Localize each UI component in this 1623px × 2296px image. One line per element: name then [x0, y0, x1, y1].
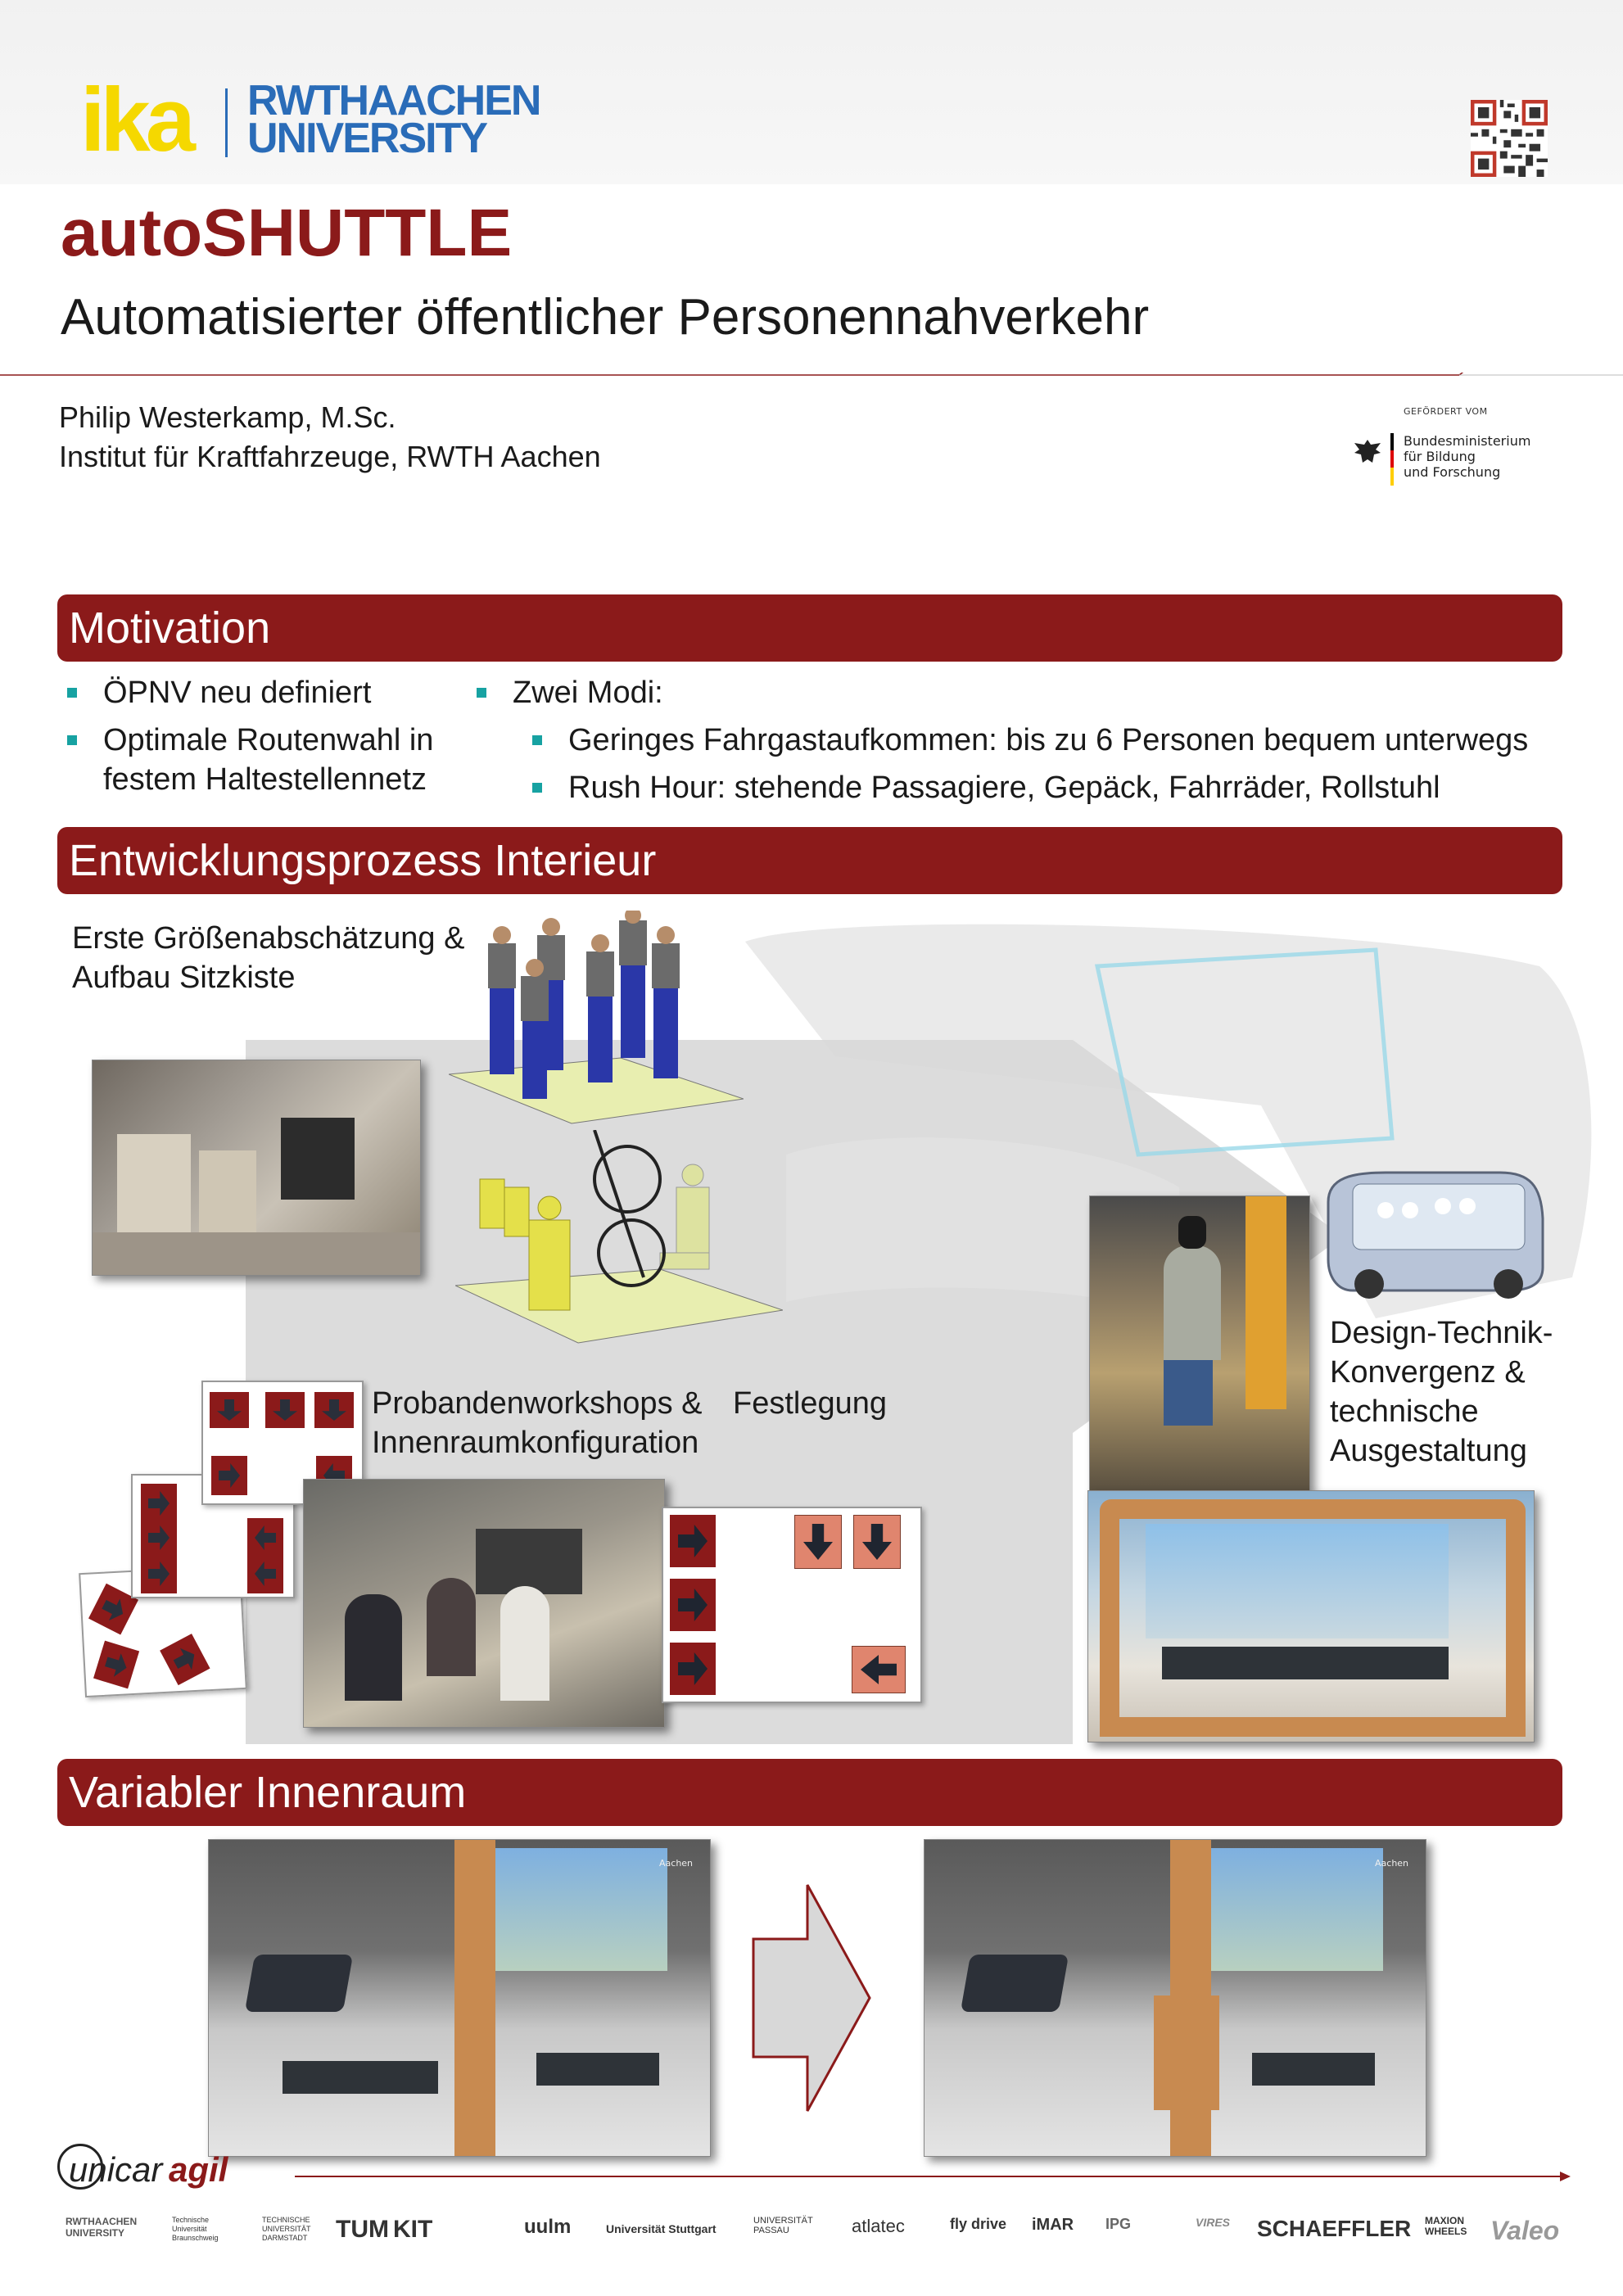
federal-eagle-icon	[1351, 436, 1384, 469]
ika-logo: ika	[80, 70, 191, 170]
partner-logo: MAXION WHEELS	[1425, 2215, 1467, 2237]
caption-design	[1330, 1313, 1553, 1471]
caption-design-line-1: Design-Technik-	[1330, 1316, 1553, 1350]
caption-workshops-line-2: Innenraumkonfiguration	[372, 1426, 699, 1460]
final-layout-card	[662, 1507, 922, 1703]
author-block	[59, 398, 601, 477]
section-motivation	[57, 594, 1562, 662]
section-heading: Variabler Innenraum	[69, 1768, 467, 1817]
caption-design-line-3: technische	[1330, 1394, 1479, 1429]
partner-logo: TUM	[336, 2216, 389, 2243]
interior-seating-mode-render	[208, 1839, 711, 2157]
project-logo-part2: agil	[169, 2150, 228, 2189]
interior-design-render	[1087, 1490, 1535, 1742]
author-institute: Institut für Kraftfahrzeuge, RWTH Aachen	[59, 440, 601, 473]
partner-logo: atlatec	[852, 2216, 905, 2236]
caption-estimate-line-2: Aufbau Sitzkiste	[72, 960, 296, 995]
partner-logo: uulm	[524, 2216, 572, 2238]
section-heading: Motivation	[69, 603, 271, 653]
qr-code-icon[interactable]	[1471, 100, 1548, 177]
partner-logos	[66, 2216, 1564, 2249]
poster-subtitle: Automatisierter öffentlicher Personennahverkehr	[61, 289, 1150, 346]
flag-stripe	[1390, 433, 1394, 486]
bullet-item: Zwei Modi:	[468, 673, 1582, 712]
caption-workshops	[372, 1384, 702, 1462]
bullet-item: ÖPNV neu definiert	[59, 673, 468, 712]
partner-logo: TECHNISCHE UNIVERSITÄT DARMSTADT	[262, 2216, 311, 2242]
workshop-photo	[303, 1479, 665, 1728]
partner-logo: SCHAEFFLER	[1257, 2216, 1412, 2241]
transition-arrow-icon	[750, 1882, 873, 2114]
footer-divider	[295, 2170, 1572, 2183]
rwth-logo-line1: RWTHAACHEN	[247, 77, 540, 124]
partner-logo: IPG	[1105, 2216, 1132, 2232]
motivation-left-bullets	[59, 673, 468, 807]
screen-label: Aachen	[659, 1858, 694, 1869]
funder-logo	[1351, 406, 1548, 490]
funder-line-2: für Bildung	[1404, 449, 1476, 464]
interior-standing-mode-render	[924, 1839, 1426, 2157]
caption-estimate	[72, 919, 464, 997]
bullet-subitem: Geringes Fahrgastaufkommen: bis zu 6 Personen bequem unterwegs	[524, 721, 1582, 760]
caption-design-line-4: Ausgestaltung	[1330, 1434, 1527, 1468]
partner-logo: Universität Stuttgart	[606, 2222, 717, 2235]
bullet-subitem: Rush Hour: stehende Passagiere, Gepäck, Fahrräder, Rollstuhl	[524, 768, 1582, 807]
section-development	[57, 827, 1562, 894]
rwth-logo-line2: UNIVERSITY	[247, 115, 487, 162]
partner-logo: iMAR	[1032, 2216, 1074, 2234]
caption-fixing: Festlegung	[733, 1386, 888, 1421]
funder-line-3: und Forschung	[1404, 464, 1501, 480]
vr-test-photo	[1089, 1195, 1310, 1492]
partner-logo: VIRES	[1196, 2216, 1231, 2229]
motivation-right-bullets	[468, 673, 1582, 816]
bullet-item: Optimale Routenwahl in festem Haltestellennetz	[59, 721, 468, 799]
seat-box-photo	[92, 1060, 421, 1276]
partner-logo: UNIVERSITÄT PASSAU	[753, 2216, 813, 2235]
partner-logo: Valeo	[1490, 2216, 1560, 2245]
shuttle-vehicle-render	[1320, 1169, 1549, 1300]
caption-workshops-line-1: Probandenworkshops &	[372, 1386, 703, 1421]
caption-estimate-line-1: Erste Größenabschätzung &	[72, 921, 465, 956]
poster-title: autoSHUTTLE	[61, 196, 513, 270]
logo-separator	[225, 88, 228, 157]
header-band	[0, 0, 1623, 184]
partner-logo: RWTHAACHEN UNIVERSITY	[66, 2216, 138, 2239]
funder-label: GEFÖRDERT VOM	[1404, 406, 1488, 417]
standing-passengers-model	[449, 911, 744, 1156]
seated-passengers-bicycle-model	[455, 1130, 783, 1351]
section-heading: Entwicklungsprozess Interieur	[69, 836, 657, 885]
partner-logo: Technische Universität Braunschweig	[172, 2216, 219, 2242]
author-name: Philip Westerkamp, M.Sc.	[59, 400, 396, 434]
caption-design-line-2: Konvergenz &	[1330, 1355, 1526, 1390]
partner-logo: fly drive	[950, 2216, 1007, 2232]
screen-label: Aachen	[1375, 1858, 1409, 1869]
partner-logo: KIT	[393, 2216, 433, 2243]
rwth-logo	[247, 77, 540, 162]
section-variable-interior	[57, 1759, 1562, 1826]
funder-line-1: Bundesministerium	[1404, 433, 1531, 449]
unicaragil-logo	[57, 2144, 319, 2194]
project-logo-part1: unicar	[69, 2150, 163, 2189]
